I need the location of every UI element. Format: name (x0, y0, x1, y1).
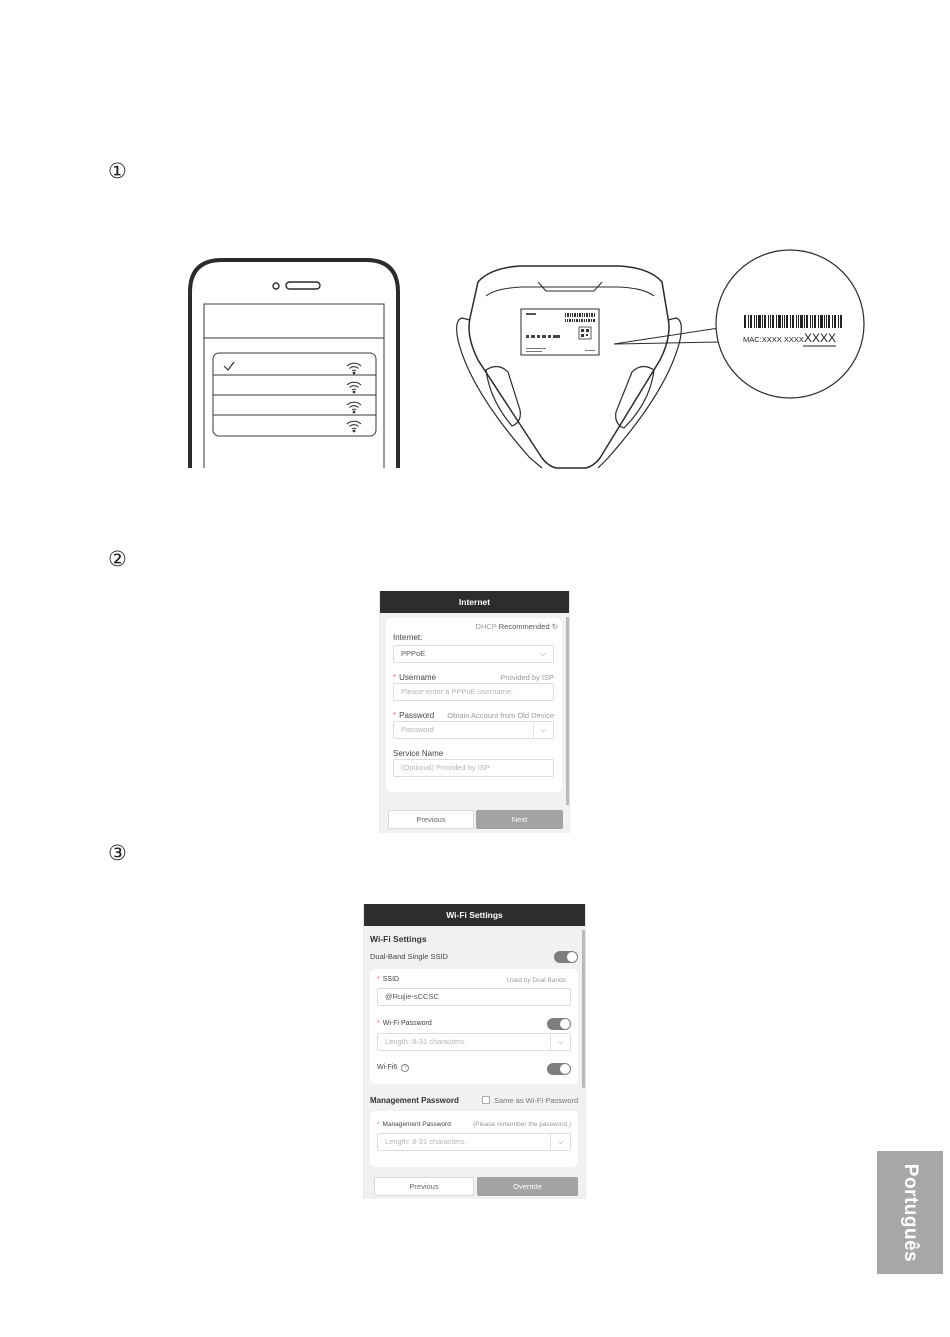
wifi6-toggle[interactable] (547, 1063, 571, 1075)
help-icon[interactable]: ? (401, 1064, 409, 1072)
wifi6-label: Wi-Fi6 ? (377, 1064, 409, 1072)
wifi-form-card (370, 969, 578, 1084)
username-label: * Username (393, 673, 437, 682)
previous-button[interactable]: Previous (374, 1177, 474, 1196)
password-input[interactable] (393, 721, 554, 739)
mac-address-suffix: XXXX (804, 331, 837, 345)
label-zoom-circle (716, 250, 864, 398)
phone-illustration (190, 260, 398, 468)
internet-settings-screen (379, 591, 570, 833)
internet-form-card (386, 618, 562, 792)
obtain-account-link[interactable]: Obtain Account from Old Device (447, 711, 554, 720)
internet-scrollbar[interactable] (566, 617, 569, 805)
dhcp-prefix: DHCP (475, 622, 497, 631)
wifi-password-input[interactable] (377, 1033, 571, 1051)
step-1-marker: ① (108, 159, 127, 183)
ssid-label: * SSID (377, 976, 400, 983)
override-button[interactable]: Override (477, 1177, 578, 1196)
management-section-title: Management Password (370, 1096, 459, 1105)
password-label: * Password (393, 711, 435, 720)
dhcp-recommended: Recommended (498, 622, 550, 631)
service-name-input[interactable]: (Optional) Provided by ISP (393, 759, 554, 777)
mgmt-password-hint: (Please remember the password.) (473, 1121, 571, 1128)
internet-type-select[interactable] (393, 645, 554, 663)
same-as-wifi-option[interactable]: Same as Wi-Fi Password (482, 1096, 578, 1105)
check-icon (224, 362, 234, 370)
internet-title: Internet (458, 597, 491, 607)
setup-illustration (0, 0, 950, 480)
eye-toggle-icon[interactable]: ⌵ (550, 1034, 570, 1050)
previous-button[interactable]: Previous (388, 810, 474, 829)
chevron-down-icon: ⌵ (539, 649, 547, 658)
router-label-sticker (521, 309, 599, 355)
wifi-scrollbar[interactable] (582, 930, 585, 1088)
wifi-icon (347, 363, 361, 432)
username-hint: Provided by ISP (500, 673, 554, 682)
mac-address-prefix: MAC:XXXX XXXX (743, 335, 804, 344)
language-label: Português (900, 1163, 921, 1262)
wifi-title-bar (364, 904, 585, 926)
eye-toggle-icon[interactable]: ⌵ (533, 722, 553, 738)
wifi-title: Wi-Fi Settings (446, 910, 503, 920)
dhcp-status (476, 622, 558, 631)
password-placeholder: Password (401, 725, 434, 734)
internet-title-bar (380, 591, 569, 613)
wifi-settings-screen (363, 904, 586, 1199)
mgmt-password-placeholder: Length: 8-31 characters. (385, 1137, 467, 1146)
ssid-input[interactable]: @Ruijie-sCCSC (377, 988, 571, 1006)
eye-toggle-icon[interactable]: ⌵ (550, 1134, 570, 1150)
step-2-marker: ② (108, 547, 127, 571)
service-name-label: Service Name (393, 749, 444, 758)
wifi-password-placeholder: Length: 8-31 characters. (385, 1037, 467, 1046)
username-input[interactable]: Please enter a PPPoE username. (393, 683, 554, 701)
language-tab (877, 1151, 943, 1274)
wifi-section-title: Wi-Fi Settings (370, 934, 427, 944)
dual-band-toggle[interactable] (554, 951, 578, 963)
router-illustration (457, 266, 682, 468)
ssid-hint: Used by Dual Bands (506, 977, 566, 984)
mgmt-password-input[interactable] (377, 1133, 571, 1151)
internet-type-label: Internet: (393, 633, 423, 642)
wifi-password-toggle[interactable] (547, 1018, 571, 1030)
management-form-card (370, 1111, 578, 1167)
same-as-checkbox[interactable] (482, 1096, 490, 1104)
dual-band-label: Dual-Band Single SSID (370, 952, 448, 961)
internet-type-value: PPPoE (401, 649, 426, 658)
mgmt-password-label: * Management Password (377, 1121, 451, 1128)
refresh-icon[interactable]: ↻ (551, 622, 558, 631)
step-3-marker: ③ (108, 841, 127, 865)
wifi-password-label: * Wi-Fi Password (377, 1020, 432, 1027)
next-button[interactable]: Next (476, 810, 563, 829)
